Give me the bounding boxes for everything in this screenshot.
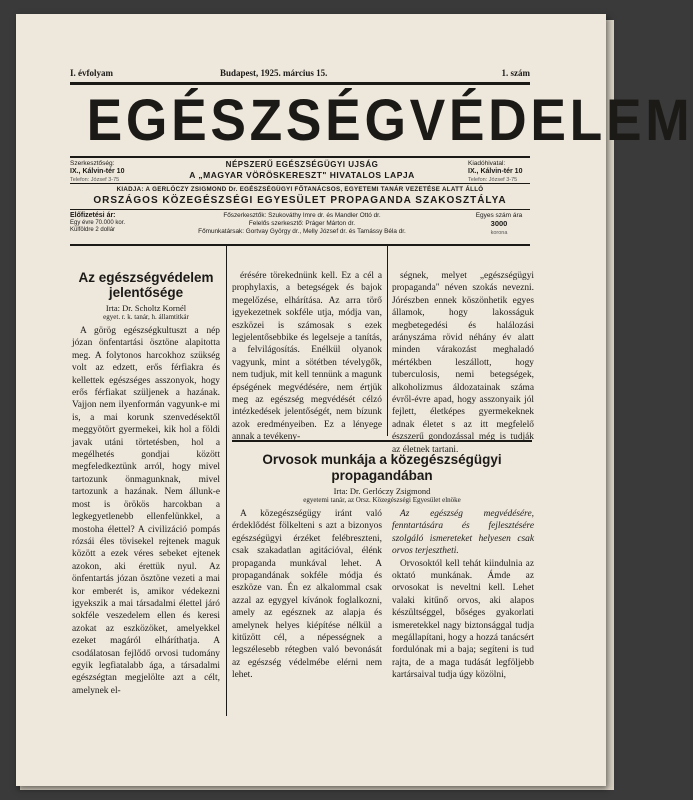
article1-text-part1: A görög egészségkultuszt a nép józan önfentartási ösztöne alapitotta meg. A folytonos harcokhoz szükség volt az edzett, erős férfiakra és kellettek egészséges asszonyok, hogy erős férfiakat szüljenek a hazának. Vajjon nem ilyenformán vagyunk-e mi is, a mai korunk szenvedésektől meggyötört gyermekei, kik hol a földi javak utáni törtetésben, hol a megélhetés gondjai között megfeledkeztünk arról, hogy mivel tartozunk önmagunknak, mivel tartozunk a hazának. Nem állunk-e most is örökös harcokban a legkegyetlenebb ellenfelünkkel, a mostoha élettel? A civilizáció pompás rózsái éles tövisekel rejtenek maguk között a ezek véres sebeket ejtenek azokon, aki érettük nyul. Az önfentartás józan ösztöne vezeti a mai kor emberét is, amikor védekezni igyekszik a mai társadalmi élettel járó sokféle veszedelem ellen és keresi azokat az eszközöket, amelyekkel ezeket magáról elháríthatja. A csodálatosan fejlődő orvosi tudomány egyik legfiatalabb ága, a társadalmi egészségtan megjelölte azt a célt, amelynek el-: [72, 326, 220, 696]
article1-text-part3: ségnek, melyet „egészségügyi propaganda" néven szokás nevezni. Jórészben ennek köszönhetik egyes államok, hogy lakosságuk megbetegedési és halálozási arányszáma rövid néhány év alatt minden várakozást meghaladó mértékben leszállott, hogy tuberculosis, nemi betegségek, alkoholizmus áldozatainak száma évről-évre apad, hogy asszonyaik jól fejlett, életképes gyermekeknek adnak életet s az itt megfelelő észszerű gondozással még is tudják az életnek tartani.: [392, 271, 534, 455]
staff-box: [140, 212, 464, 236]
official-journal-line: A „MAGYAR VÖRÖSKERESZT" HIVATALOS LAPJA: [189, 170, 415, 180]
subscription-domestic: Egy évre 70.000 kor.: [70, 220, 126, 226]
divider: [70, 209, 530, 210]
article1-column2: [232, 270, 382, 444]
article2-text-part1: A közegészségügy iránt való érdeklődést fölkelteni s azt a bizonyos egészségügyi érzéket felébreszteni, csak szakadatlan agitációval, élénk propaganda munkával lehet. A propagandának sokféle módja és eszköze van. Én ez alkalommal csak azzal az egygyel kívánok foglalkozni, amely az egésznek az alapja és amelynek helyes kiépítése nélkül a kitűzött cél, a népességnek a legszélesebb rétegben való bevonását az egészség védelmébe elérni nem lehet.: [232, 509, 382, 681]
date-label: Budapest, 1925. március 15.: [220, 68, 328, 78]
subscription-box: [70, 212, 136, 242]
divider: [70, 82, 530, 85]
editorial-label: Szerkesztőség:: [70, 160, 115, 167]
issue-label: 1. szám: [501, 68, 530, 78]
society-name: ORSZÁGOS KÖZEGÉSZSÉGI EGYESÜLET PROPAGANDA SZAKOSZTÁLYA: [93, 195, 507, 206]
column-rule: [226, 246, 227, 716]
article2-author: Irta: Dr. Gerlóczy Zsigmond: [333, 486, 431, 496]
price-value: 3000: [490, 219, 508, 228]
subscription-abroad: Külföldre 2 dollár: [70, 227, 116, 233]
main-contributors: Főmunkatársak: Gortvay György dr., Melly József dr. és Tamássy Béla dr.: [198, 228, 406, 235]
chief-editors: Főszerkesztők: Szukováthy Imre dr. és Mandler Ottó dr.: [223, 212, 381, 219]
column-rule: [387, 246, 388, 436]
article1-title: Az egészségvédelem jelentősége: [78, 270, 214, 300]
divider: [70, 156, 530, 158]
article2-italic-lead: Az egészség megvédésére, fenntartására és fejlesztésére szolgáló ismereteket helyesen csak orvos terjesztheti.: [392, 509, 534, 557]
publisher-phone: Telefon: József 3-75: [468, 177, 518, 183]
subtitle: NÉPSZERŰ EGÉSZSÉGÜGYI UJSÁG: [225, 160, 379, 169]
editorial-phone: Telefon: József 3-75: [70, 177, 120, 183]
article1-author-title: egyet. r. k. tanár, h. államtitkár: [103, 313, 189, 321]
volume-label: I. évfolyam: [70, 68, 113, 78]
responsible-editor: Felelős szerkesztő: Práger Márton dr.: [248, 220, 356, 227]
article2-column1: [232, 508, 382, 682]
article1-text-part2: érésére törekednünk kell. Ez a cél a prophylaxis, a betegségek és bajok megelőzése, elhárítása. Az arra törő igyekezetnek sokféle utja, módja van, eszközei is számosak s ezek legjelentősebbike és legelseje a tanítás, a felvilágosítás. Enélkül olyanok vagyunk, mint a sötétben tévelygők, nem tudjuk, mit kell tennünk a magunk épségének megvédésére, nem értjük meg az egészség megvédését célzó intézkedések jelentőségét, nem bízunk azok eredményeiben. Ez a lényege annak a tevékeny-: [232, 271, 382, 443]
article1-author: Irta: Dr. Scholtz Kornél: [105, 303, 187, 313]
publisher-statement: KIADJA: A GERLÓCZY ZSIGMOND Dr. EGÉSZSÉGÜGYI FŐTANÁCSOS, EGYETEMI TANÁR VEZETÉSE ALATT ÁLLÓ: [116, 186, 484, 193]
subscription-label: Előfizetési ár:: [70, 212, 116, 219]
publisher-office-box: [468, 160, 530, 184]
divider: [232, 440, 532, 442]
article2-column2: [392, 508, 534, 682]
editorial-office-box: [70, 160, 136, 184]
editorial-address: IX., Kálvin-tér 10: [70, 168, 125, 175]
masthead-title: EGÉSZSÉGVÉDELEM: [86, 88, 693, 153]
header-meta: [70, 68, 530, 82]
publisher-address: IX., Kálvin-tér 10: [468, 168, 523, 175]
price-box: [468, 212, 530, 237]
price-unit: korona: [490, 230, 508, 236]
article1-column1: [72, 250, 220, 697]
divider: [70, 244, 530, 246]
price-label: Egyes szám ára: [475, 212, 523, 219]
article1-column3: [392, 270, 534, 456]
publisher-label: Kiadóhivatal:: [468, 160, 506, 167]
divider: [70, 183, 530, 184]
article2-text-part2: Orvosoktól kell tehát kiindulnia az oktató munkának. Ámde az orvosokat is neveltni kell. Lehet valaki kitűnő orvos, aki alapos készültséggel, bőséges gyakorlati ismeretekkel nagy biztonsággal tudja megállapítani, hogy a hozzá tanácsért fordulónak mi a baja; segíteni is tud rajta, de a maga tudását legföljebb kartársaival tudja úgy közölni,: [392, 558, 534, 681]
article2-title: Orvosok munkája a közegészségügyi propagandában: [262, 452, 502, 483]
article2-author-title: egyetemi tanár, az Orsz. Közegészségi Egyesület elnöke: [303, 496, 461, 504]
